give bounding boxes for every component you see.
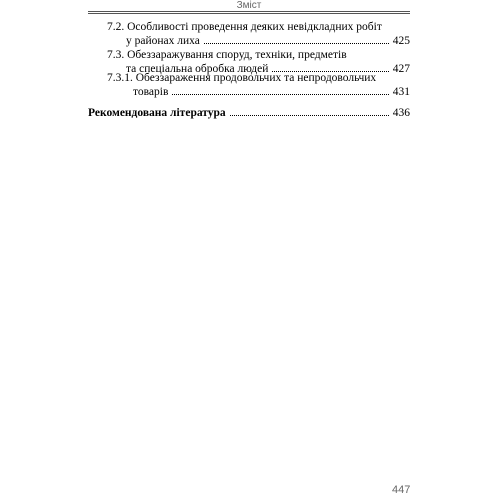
- toc-entry-title-continued: у районах лиха: [126, 35, 200, 47]
- toc-page-number: 431: [392, 86, 410, 98]
- dot-leader: [204, 42, 389, 44]
- header-title: Зміст: [236, 0, 262, 11]
- toc-entry: [107, 20, 410, 48]
- toc-entry-recommended-literature: [88, 106, 410, 120]
- toc-entry-title: 7.3. Обеззаражування споруд, техніки, предметів: [107, 49, 347, 61]
- header-rule: [88, 11, 410, 12]
- toc-entry-title: 7.2. Особливості проведення деяких невідкладних робіт: [107, 21, 382, 33]
- toc-page-number: 436: [392, 107, 410, 119]
- toc-entry-title-continued: та спеціальна обробка людей: [126, 63, 269, 75]
- page-number: 447: [392, 484, 411, 496]
- dot-leader: [230, 114, 389, 116]
- toc-entry-title-continued: товарів: [133, 86, 169, 98]
- toc-page-number: 427: [392, 63, 410, 75]
- toc-entry-title: Рекомендована література: [88, 107, 226, 119]
- dot-leader: [172, 93, 388, 95]
- header-rule-double: [88, 13, 410, 14]
- toc-entry: [107, 71, 410, 99]
- toc-page-number: 425: [392, 35, 410, 47]
- toc-entry-title: 7.3.1. Обеззараження продовольчих та непродовольчих: [107, 72, 377, 84]
- running-header: [88, 0, 410, 12]
